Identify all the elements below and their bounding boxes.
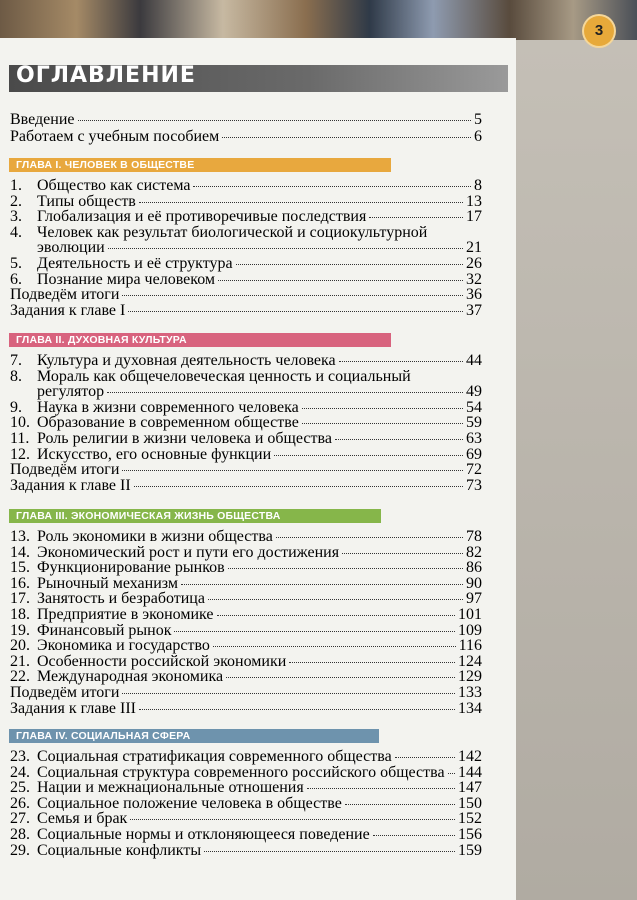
toc-entry-text: Глобализация и её противоречивые последствия	[37, 208, 367, 226]
toc-entry-label	[10, 780, 304, 796]
toc-entry-text: Искусство, его основные функции	[37, 445, 272, 463]
toc-entry	[10, 178, 482, 194]
toc-entry-text: Международная экономика	[37, 668, 224, 686]
toc-entry-label	[10, 178, 190, 194]
toc-entry	[10, 431, 482, 447]
toc-entry-text: Функционирование рынков	[37, 559, 225, 577]
toc-entry-label	[10, 353, 336, 369]
leader-dots	[217, 615, 455, 616]
toc-entry	[10, 129, 482, 145]
toc-entry-label	[10, 685, 119, 701]
toc-entry	[10, 415, 482, 431]
leader-dots	[373, 835, 455, 836]
toc-entry-page: 159	[458, 841, 482, 859]
toc-entry-number: 13.	[10, 528, 30, 545]
toc-entry-number: 2.	[10, 192, 22, 210]
toc-entry-text: Социальная структура современного российского общества	[37, 763, 445, 781]
toc-entry-page: 26	[466, 255, 482, 272]
leader-dots	[236, 264, 463, 265]
leader-dots	[289, 662, 455, 663]
leader-dots	[128, 311, 463, 312]
toc-entry-page: 147	[458, 779, 482, 797]
toc-entry	[10, 685, 482, 701]
toc-entry-page: 124	[458, 652, 482, 670]
toc-entry-text: Роль религии в жизни человека и общества	[37, 430, 332, 447]
leader-dots	[342, 553, 463, 554]
toc-entry-page: 129	[458, 668, 482, 686]
toc-entry-page: 69	[466, 445, 482, 463]
leader-dots	[134, 486, 463, 487]
toc-entry-number: 26.	[10, 794, 30, 812]
toc-entry-text: Роль экономики в жизни общества	[37, 528, 273, 545]
toc-entry-number: 16.	[10, 574, 30, 592]
toc-entry-text: Нации и межнациональные отношения	[37, 779, 304, 797]
toc-entry-label	[10, 811, 127, 827]
toc-entry-number: 9.	[10, 398, 22, 416]
toc-entry	[10, 209, 482, 225]
toc-entry-page: 8	[474, 177, 482, 194]
toc-entry-text: эволюции	[37, 239, 105, 257]
toc-entry-page: 116	[458, 637, 482, 655]
toc-entry	[10, 654, 482, 670]
toc-entry	[10, 560, 482, 576]
toc-entry	[10, 225, 482, 241]
leader-dots	[369, 217, 463, 218]
toc-entry-text: Социальная стратификация современного общества	[37, 748, 392, 765]
toc-entry-text: Мораль как общечеловеческая ценность и социальный	[37, 367, 411, 385]
toc-entry	[10, 112, 482, 128]
toc-entry	[10, 447, 482, 463]
toc-entry-page: 72	[466, 461, 482, 479]
chapter-heading: ГЛАВА IV. СОЦИАЛЬНАЯ СФЕРА	[9, 729, 379, 743]
leader-dots	[122, 295, 463, 296]
toc-entry-label	[10, 194, 136, 210]
toc-entry	[10, 780, 482, 796]
toc-entry-page: 86	[466, 559, 482, 577]
toc-entry-number: 10.	[10, 414, 30, 432]
toc-entry-text: Социальные нормы и отклоняющееся поведение	[37, 826, 370, 843]
chapter-heading: ГЛАВА III. ЭКОНОМИЧЕСКАЯ ЖИЗНЬ ОБЩЕСТВА	[9, 509, 381, 523]
toc-entry-label	[10, 669, 223, 685]
toc-entry	[10, 576, 482, 592]
toc-entry-text: Подведём итоги	[10, 684, 120, 701]
toc-entry-text: Занятость и безработица	[37, 590, 205, 608]
toc-entry	[10, 400, 482, 416]
toc-entry-label	[10, 560, 225, 576]
toc-entry-continuation	[37, 384, 482, 400]
toc-entry-page: 133	[458, 684, 482, 701]
page-number-badge: 3	[584, 16, 614, 46]
toc-entry	[10, 353, 482, 369]
leader-dots	[218, 280, 463, 281]
toc-entry-number: 24.	[10, 763, 30, 781]
toc-entry-label	[10, 431, 332, 447]
toc-entry	[10, 256, 482, 272]
toc-entry-text: Особенности российской экономики	[37, 652, 287, 670]
toc-entry-number: 21.	[10, 652, 30, 670]
toc-entry-number: 25.	[10, 779, 30, 797]
toc-entry-label	[10, 129, 219, 145]
toc-entry-text: Введение	[10, 111, 75, 128]
toc-entry-page: 5	[474, 111, 482, 128]
toc-entry-page: 156	[458, 826, 482, 843]
toc-entry-label	[10, 623, 171, 639]
toc-entry-text: Экономика и государство	[37, 637, 210, 655]
toc-entry-page: 101	[458, 606, 482, 623]
toc-entry	[10, 811, 482, 827]
toc-entry-label	[10, 843, 201, 859]
toc-entry-label	[10, 415, 299, 431]
toc-entry-continuation	[37, 240, 482, 256]
leader-dots	[274, 455, 463, 456]
toc-entry-text: Познание мира человеком	[37, 270, 216, 288]
toc-entry-label	[10, 765, 445, 781]
toc-entry-text: Финансовый рынок	[37, 621, 172, 639]
toc-entry	[10, 765, 482, 781]
toc-entry-label	[10, 287, 119, 303]
toc-entry-page: 21	[466, 239, 482, 257]
leader-dots	[108, 248, 463, 249]
leader-dots	[448, 773, 455, 774]
toc-entry-label	[10, 209, 366, 225]
leader-dots	[226, 677, 455, 678]
toc-entry-page: 6	[474, 128, 482, 145]
toc-entry-label	[10, 303, 125, 319]
leader-dots	[208, 599, 463, 600]
toc-entry	[10, 462, 482, 478]
toc-entry-text: Задания к главе II	[10, 476, 131, 494]
toc-entry-page: 49	[466, 383, 482, 401]
toc-entry-page: 152	[458, 810, 482, 828]
leader-dots	[213, 646, 456, 647]
leader-dots	[228, 568, 463, 569]
leader-dots	[181, 584, 463, 585]
leader-dots	[204, 851, 455, 852]
toc-entry-page: 78	[466, 528, 482, 545]
toc-entry-number: 14.	[10, 543, 30, 561]
toc-entry	[10, 607, 482, 623]
toc-entry-number: 15.	[10, 559, 30, 577]
toc-entry-label	[10, 701, 136, 717]
toc-entry-label	[10, 827, 370, 843]
toc-entry-label	[10, 576, 178, 592]
header-photo-strip	[0, 0, 637, 40]
leader-dots	[302, 408, 463, 409]
toc-entry	[10, 749, 482, 765]
toc-entry	[10, 369, 482, 385]
leader-dots	[130, 819, 455, 820]
toc-entry-page: 144	[458, 763, 482, 781]
toc-entry-number: 20.	[10, 637, 30, 655]
toc-entry	[10, 591, 482, 607]
toc-entry-number: 11.	[10, 430, 30, 447]
toc-entry-text: Подведём итоги	[10, 286, 120, 304]
toc-entry-text: Общество как система	[37, 177, 191, 194]
toc-entry-label	[10, 112, 75, 128]
toc-entry-page: 59	[466, 414, 482, 432]
toc-entry	[10, 796, 482, 812]
page-title: ОГЛАВЛЕНИЕ	[16, 63, 196, 88]
toc-entry-number: 28.	[10, 826, 30, 843]
toc-entry-label	[10, 796, 342, 812]
facing-page	[515, 40, 637, 900]
toc-entry-text: Семья и брак	[37, 810, 128, 828]
leader-dots	[276, 537, 463, 538]
toc-entry-label	[10, 272, 215, 288]
toc-entry-page: 44	[466, 352, 482, 369]
toc-entry-page: 134	[458, 699, 482, 717]
toc-entry-page: 37	[466, 301, 482, 319]
leader-dots	[339, 361, 463, 362]
leader-dots	[139, 709, 455, 710]
toc-entry-text: Предприятие в экономике	[37, 606, 214, 623]
toc-entry-number: 7.	[10, 352, 22, 369]
chapter-heading: ГЛАВА I. ЧЕЛОВЕК В ОБЩЕСТВЕ	[9, 158, 391, 172]
toc-entry	[10, 303, 482, 319]
toc-entry-page: 97	[466, 590, 482, 608]
toc-entry-page: 142	[458, 748, 482, 765]
toc-entry-text: Работаем с учебным пособием	[10, 128, 220, 145]
toc-entry-page: 63	[466, 430, 482, 447]
chapter-heading: ГЛАВА II. ДУХОВНАЯ КУЛЬТУРА	[9, 333, 391, 347]
toc-entry-label	[10, 654, 286, 670]
toc-entry	[10, 272, 482, 288]
toc-entry-number: 18.	[10, 606, 30, 623]
toc-entry-number: 5.	[10, 255, 22, 272]
toc-entry-text: Подведём итоги	[10, 461, 120, 479]
leader-dots	[307, 788, 455, 789]
toc-entry-number: 27.	[10, 810, 30, 828]
toc-entry-page: 32	[466, 270, 482, 288]
toc-entry-number: 23.	[10, 748, 30, 765]
toc-entry	[10, 623, 482, 639]
toc-entry-label	[10, 591, 205, 607]
toc-entry-label	[10, 529, 273, 545]
toc-entry-text: Деятельность и её структура	[37, 255, 233, 272]
toc-entry-number: 8.	[10, 367, 22, 385]
toc-entry-label	[10, 545, 339, 561]
toc-entry-label	[10, 638, 210, 654]
toc-entry	[10, 287, 482, 303]
toc-entry-text: Наука в жизни современного человека	[37, 398, 299, 416]
toc-entry-number: 17.	[10, 590, 30, 608]
toc-entry	[10, 194, 482, 210]
toc-entry-page: 82	[466, 543, 482, 561]
toc-entry-text: регулятор	[37, 383, 105, 401]
toc-entry-number: 19.	[10, 621, 30, 639]
toc-entry	[10, 843, 482, 859]
toc-entry-text: Рыночный механизм	[37, 574, 178, 592]
toc-entry-page: 13	[466, 192, 482, 210]
toc-entry-label	[10, 607, 214, 623]
toc-entry-text: Образование в современном обществе	[37, 414, 299, 432]
toc-entry-label	[10, 447, 271, 463]
toc-entry-label	[10, 749, 392, 765]
toc-entry-text: Социальное положение человека в обществе	[37, 794, 342, 812]
toc-entry	[10, 529, 482, 545]
toc-entry-label	[10, 478, 131, 494]
toc-entry-page: 17	[466, 208, 482, 226]
toc-entry-number: 22.	[10, 668, 30, 686]
leader-dots	[107, 392, 463, 393]
toc-entry-text: Задания к главе III	[10, 699, 136, 717]
leader-dots	[139, 202, 463, 203]
toc-entry-page: 54	[466, 398, 482, 416]
toc-entry	[10, 638, 482, 654]
toc-entry-number: 6.	[10, 270, 22, 288]
toc-entry-page: 109	[458, 621, 482, 639]
toc-entry-label	[10, 462, 119, 478]
toc-entry-page: 73	[466, 476, 482, 494]
leader-dots	[193, 186, 471, 187]
toc-entry-number: 1.	[10, 177, 22, 194]
toc-entry-label	[10, 256, 233, 272]
leader-dots	[78, 120, 472, 121]
toc-entry-number: 29.	[10, 841, 30, 859]
leader-dots	[174, 631, 455, 632]
toc-entry-label	[10, 400, 299, 416]
toc-entry	[10, 545, 482, 561]
leader-dots	[122, 470, 463, 471]
toc-entry-number: 12.	[10, 445, 30, 463]
toc-entry	[10, 669, 482, 685]
leader-dots	[302, 423, 463, 424]
toc-entry-number: 3.	[10, 208, 22, 226]
toc-entry-page: 150	[458, 794, 482, 812]
leader-dots	[345, 804, 455, 805]
leader-dots	[395, 757, 455, 758]
toc-entry-page: 36	[466, 286, 482, 304]
toc-entry-text: Человек как результат биологической и социокультурной	[37, 223, 428, 241]
toc-entry	[10, 827, 482, 843]
toc-entry-text: Экономический рост и пути его достижения	[37, 543, 340, 561]
leader-dots	[222, 137, 471, 138]
toc-entry-number: 4.	[10, 223, 22, 241]
toc-entry-text: Типы обществ	[37, 192, 136, 210]
toc-entry	[10, 478, 482, 494]
toc-entry	[10, 701, 482, 717]
toc-entry-text: Задания к главе I	[10, 301, 126, 319]
leader-dots	[122, 693, 455, 694]
toc-entry-text: Социальные конфликты	[37, 841, 202, 859]
toc-entry-text: Культура и духовная деятельность человека	[37, 352, 336, 369]
toc-entry-page: 90	[466, 574, 482, 592]
leader-dots	[335, 439, 463, 440]
